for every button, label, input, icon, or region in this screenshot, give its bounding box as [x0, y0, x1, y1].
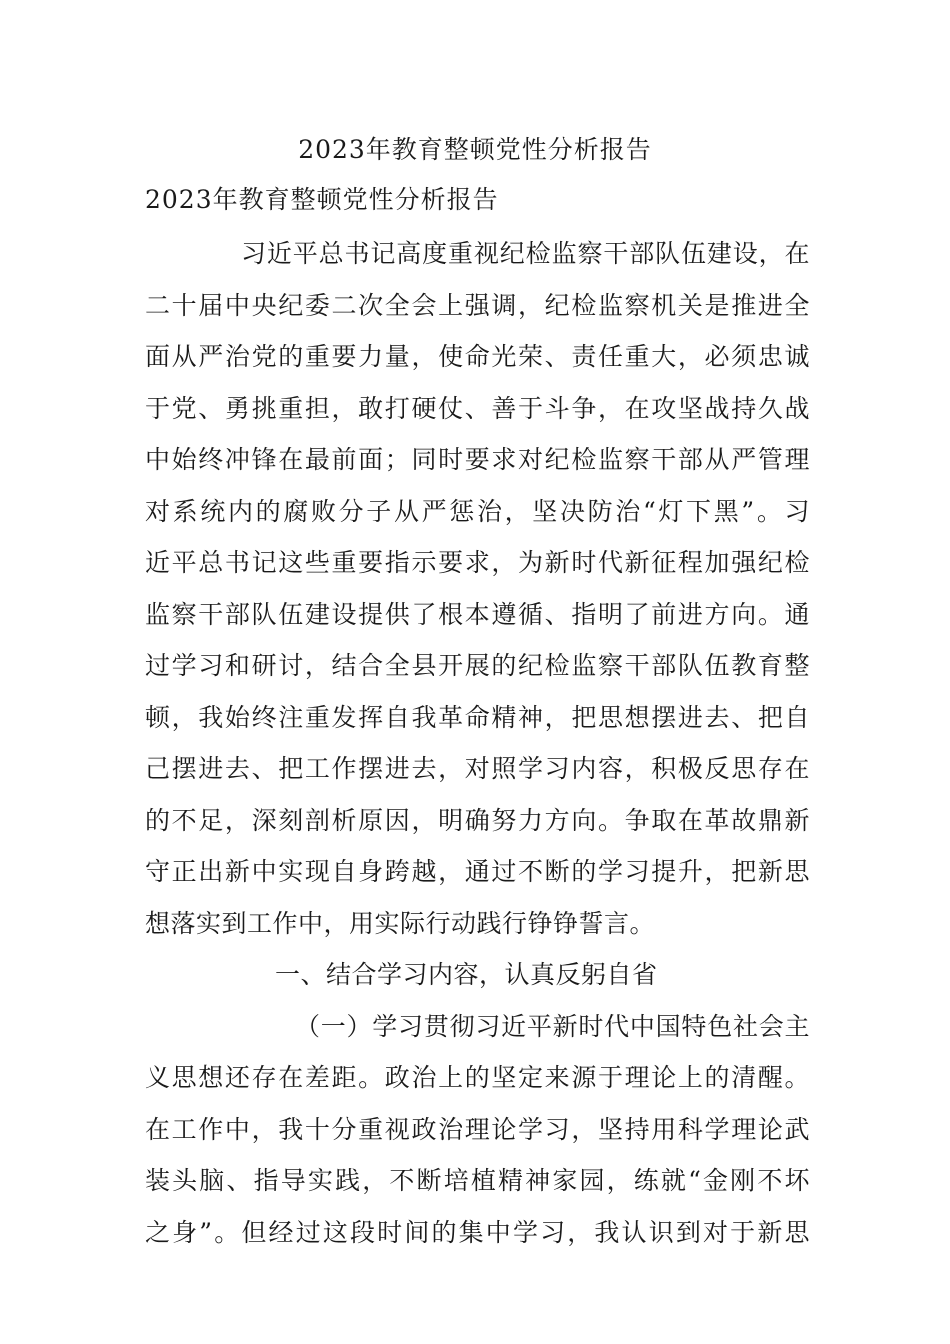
paragraph-line: 义思想还存在差距。政治上的坚定来源于理论上的清醒。	[145, 1063, 810, 1092]
paragraph-line: 中始终冲锋在最前面；同时要求对纪检监察干部从严管理	[145, 445, 810, 474]
paragraph-line: 过学习和研讨，结合全县开展的纪检监察干部队伍教育整	[145, 651, 810, 680]
document-body	[145, 228, 810, 1258]
paragraph-line: 面从严治党的重要力量，使命光荣、责任重大，必须忠诚	[145, 342, 810, 371]
subsection-line: （一）学习贯彻习近平新时代中国特色社会主	[295, 1011, 810, 1041]
paragraph-line: 在工作中，我十分重视政治理论学习，坚持用科学理论武	[145, 1114, 810, 1144]
paragraph-line: 装头脑、指导实践，不断培植精神家园，练就“金刚不坏	[145, 1166, 810, 1195]
paragraph-line: 想落实到工作中，用实际行动践行铮铮誓言。	[145, 908, 656, 938]
paragraph-line: 对系统内的腐败分子从严惩治，坚决防治“灯下黑”。习	[145, 496, 810, 526]
section-heading: 一、结合学习内容，认真反躬自省	[275, 960, 658, 989]
paragraph-line: 己摆进去、把工作摆进去，对照学习内容，积极反思存在	[145, 754, 810, 783]
paragraph-line: 顿，我始终注重发挥自我革命精神，把思想摆进去、把自	[145, 702, 810, 732]
paragraph-line: 于党、勇挑重担，敢打硬仗、善于斗争，在攻坚战持久战	[145, 393, 810, 423]
document-title: 2023年教育整顿党性分析报告	[298, 135, 652, 164]
paragraph-line: 监察干部队伍建设提供了根本遵循、指明了前进方向。通	[145, 599, 810, 629]
paragraph-line: 近平总书记这些重要指示要求，为新时代新征程加强纪检	[145, 548, 810, 577]
paragraph-line: 的不足，深刻剖析原因，明确努力方向。争取在革故鼎新	[145, 805, 810, 835]
paragraph-line: 二十届中央纪委二次全会上强调，纪检监察机关是推进全	[145, 290, 810, 320]
paragraph-line: 习近平总书记高度重视纪检监察干部队伍建设，在	[241, 239, 810, 268]
paragraph-line: 之身”。但经过这段时间的集中学习，我认识到对于新思	[145, 1217, 810, 1247]
paragraph-line: 守正出新中实现自身跨越，通过不断的学习提升，把新思	[145, 857, 810, 886]
document-subtitle: 2023年教育整顿党性分析报告	[145, 185, 499, 214]
